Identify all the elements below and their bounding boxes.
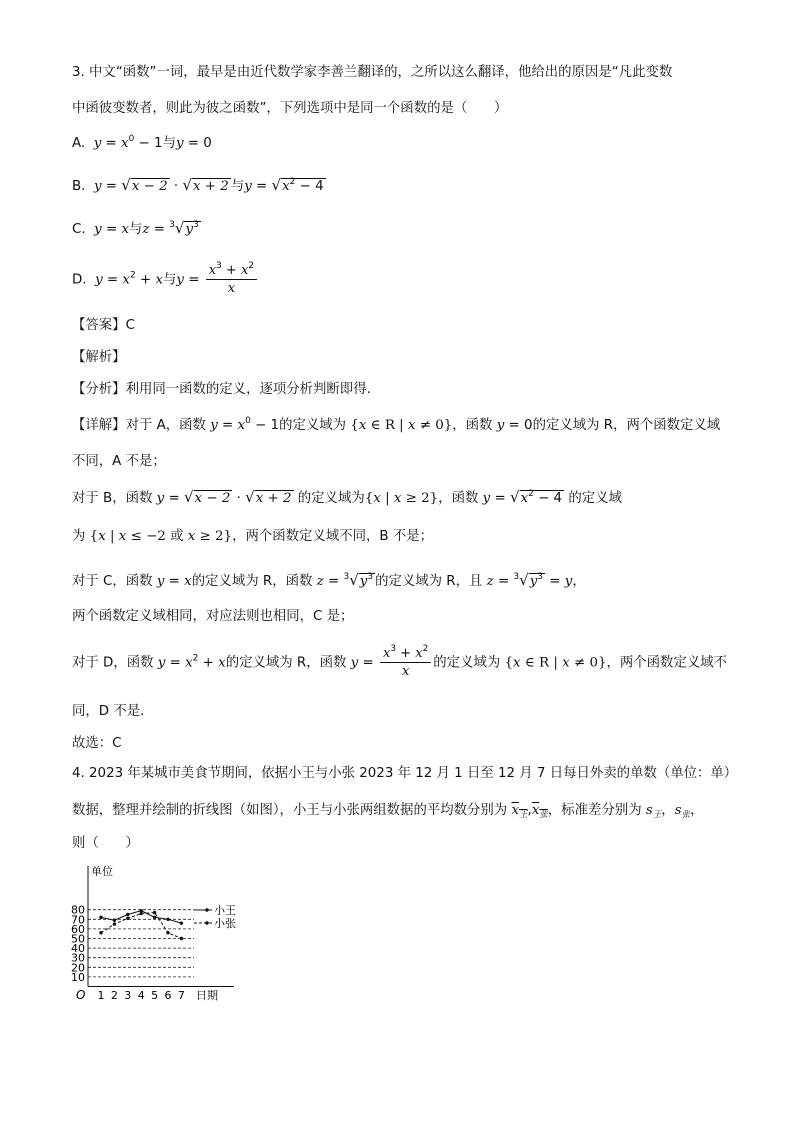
detail-line6: 两个函数定义域相同，对应法则也相同，C 是； (72, 609, 354, 624)
detail-line1: 【详解】对于 A，函数 $y = x^0 - 1$的定义域为 {x ∈ R | x ≠ 0}，函数 y = 0的定义域为 R，两个函数定义域 (72, 416, 721, 433)
legend-label: 小张 (214, 917, 236, 930)
x-tick-label: 2 (110, 989, 118, 1002)
x-tick-label: 5 (151, 989, 159, 1002)
with-word: 与 (230, 179, 245, 194)
option-c-label: C. (72, 222, 86, 237)
sub-zhang: 张 (681, 810, 691, 820)
detail-line5: 对于 C，函数 y = x的定义域为 R，函数 $z = ^3√y^3$ 的定义域为 R，且 $z = ^3√y^3 = y$， (72, 571, 586, 589)
sub-zhang: 张 (539, 810, 548, 820)
q4-stem-line2: 数据，整理并绘制的折线图（如图），小王与小张两组数据的平均数分别为 $x_王,x_张$，标准差分别为 $s_王$，$s_张$， (72, 803, 704, 820)
detail-text: ，函数 (438, 491, 479, 506)
q3-option-b: B. y = √x − 2 · √x + 2 与$y = √x^2 - 4$ (72, 176, 324, 194)
grid-lines (88, 910, 194, 977)
detail-text: ，两个函数定义域不 (606, 655, 728, 671)
detail-text: 的定义域 (568, 491, 622, 506)
q4-text: ， (690, 803, 704, 818)
final-choice: 故选：C (72, 736, 122, 751)
detail-text: ，两个函数定义域不同，B 不是； (232, 529, 433, 544)
detail-line4: 为 {x | x ≤ −2 或 x ≥ 2}，两个函数定义域不同，B 不是； (72, 529, 433, 544)
x-tick-labels (98, 989, 185, 1002)
line-chart (66, 862, 266, 1012)
detail-text: ， (572, 574, 586, 589)
detail-text: 的定义域为 R，且 (375, 574, 483, 589)
answer-tag: 【答案】 (72, 318, 126, 333)
y-axis-title: 单位 (91, 865, 113, 878)
q4-stem-line3: 则（ ） (72, 836, 139, 851)
option-d-label: D. (72, 272, 87, 288)
data-point (99, 931, 102, 934)
series-line (101, 913, 181, 939)
legend-marker (205, 921, 208, 924)
with-word: 与 (129, 222, 143, 237)
x-axis-title: 日期 (196, 989, 218, 1002)
detail-text: 的定义域为 R，函数 (225, 655, 347, 671)
y-tick-label: 30 (71, 951, 85, 965)
with-word: 与 (162, 136, 176, 151)
detail-line7: 对于 D，函数 $y = x^2 + x$的定义域为 R，函数 y = $\frac{x^3 + x^2}{x}$ 的定义域为 {x ∈ R | x ≠ 0}，两个函数定义域不 (72, 644, 728, 679)
q4-text: ，标准差分别为 (547, 803, 642, 818)
y-tick-label: 40 (71, 942, 85, 956)
data-point (166, 918, 169, 921)
q3-stem-line1: 3. 中文“函数”一词，最早是由近代数学家李善兰翻译的，之所以这么翻译，他给出的原因是“凡此变数 (72, 65, 673, 80)
analysis-tag: 【分析】 (72, 382, 126, 397)
data-point (113, 922, 116, 925)
option-a-label: A. (72, 136, 86, 151)
legend-marker (205, 908, 208, 911)
q4-text: 数据，整理并绘制的折线图（如图），小王与小张两组数据的平均数分别为 (72, 803, 508, 818)
analysis-line (72, 380, 371, 400)
sub-wang: 王 (652, 810, 662, 820)
data-point (180, 937, 183, 940)
detail-text: ，函数 (452, 418, 493, 433)
y-tick-label: 80 (71, 903, 85, 917)
legend (194, 903, 236, 930)
y-tick-label: 70 (71, 913, 85, 927)
origin-label: O (76, 988, 86, 1002)
analysis-text: 利用同一函数的定义，逐项分析判断即得. (125, 382, 371, 397)
data-point (153, 916, 156, 919)
q3-option-a: A. $y = x^0 - 1$与y = 0 (72, 134, 212, 151)
detail-text: 的定义域为 (433, 655, 501, 671)
q3-stem-line2: 中函彼变数者，则此为彼之函数”，下列选项中是同一个函数的是（ ） (72, 101, 508, 116)
detail-text: 的定义域为 R，函数 (191, 574, 313, 589)
y-tick-label: 50 (71, 932, 85, 946)
x-tick-label: 7 (177, 989, 185, 1002)
series-lines (99, 909, 183, 940)
detail-text: 的定义域为 R，两个函数定义域 (532, 418, 721, 433)
data-point (153, 911, 156, 914)
detail-text: 对于 A，函数 (125, 418, 206, 433)
detail-line2: 不同，A 不是； (72, 454, 166, 469)
data-point (126, 913, 129, 916)
option-b-label: B. (72, 179, 86, 194)
jiexi-tag: 【解析】 (72, 350, 126, 365)
data-point (140, 912, 143, 915)
detail-text: 为 (72, 529, 86, 544)
x-tick-label: 1 (97, 989, 105, 1002)
detail-text: 的定义域为 (297, 491, 365, 506)
detail-text: 对于 D，函数 (72, 655, 154, 671)
legend-label: 小王 (214, 904, 236, 917)
data-point (126, 917, 129, 920)
detail-text: 的定义域为 (279, 418, 347, 433)
x-tick-label: 3 (124, 989, 132, 1002)
y-tick-label: 20 (71, 961, 85, 975)
q3-option-c: C. y = x与$z = ^3√y^3$ (72, 219, 199, 237)
q3-option-d: D. $y = x^2 + x$与y = $\frac{x^3 + x^2}{x}$ (72, 262, 259, 302)
answer-value: C (125, 318, 135, 333)
answer-line (72, 316, 135, 336)
sub-wang: 王 (519, 810, 528, 820)
x-tick-label: 6 (164, 989, 172, 1002)
detail-line8: 同，D 不是. (72, 704, 145, 719)
detail-line3: 对于 B，函数 y = √x − 2 · √x + 2 的定义域为{x | x ≥ 2}，函数 $y = √x^2 - 4$ 的定义域 (72, 488, 622, 506)
detail-tag: 【详解】 (72, 418, 126, 433)
data-point (113, 919, 116, 922)
y-tick-label: 60 (71, 922, 85, 936)
y-tick-label: 10 (71, 970, 85, 984)
detail-text: 对于 B，函数 (72, 491, 153, 506)
q4-stem-line1: 4. 2023 年某城市美食节期间，依据小王与小张 2023 年 12 月 1 日至 12 月 7 日每日外卖的单数（单位：单） (72, 766, 738, 781)
y-tick-labels (71, 904, 85, 984)
detail-text: 对于 C，函数 (72, 574, 153, 589)
data-point (99, 916, 102, 919)
x-tick-label: 4 (137, 989, 145, 1002)
data-point (180, 921, 183, 924)
data-point (166, 931, 169, 934)
with-word: 与 (163, 272, 177, 288)
